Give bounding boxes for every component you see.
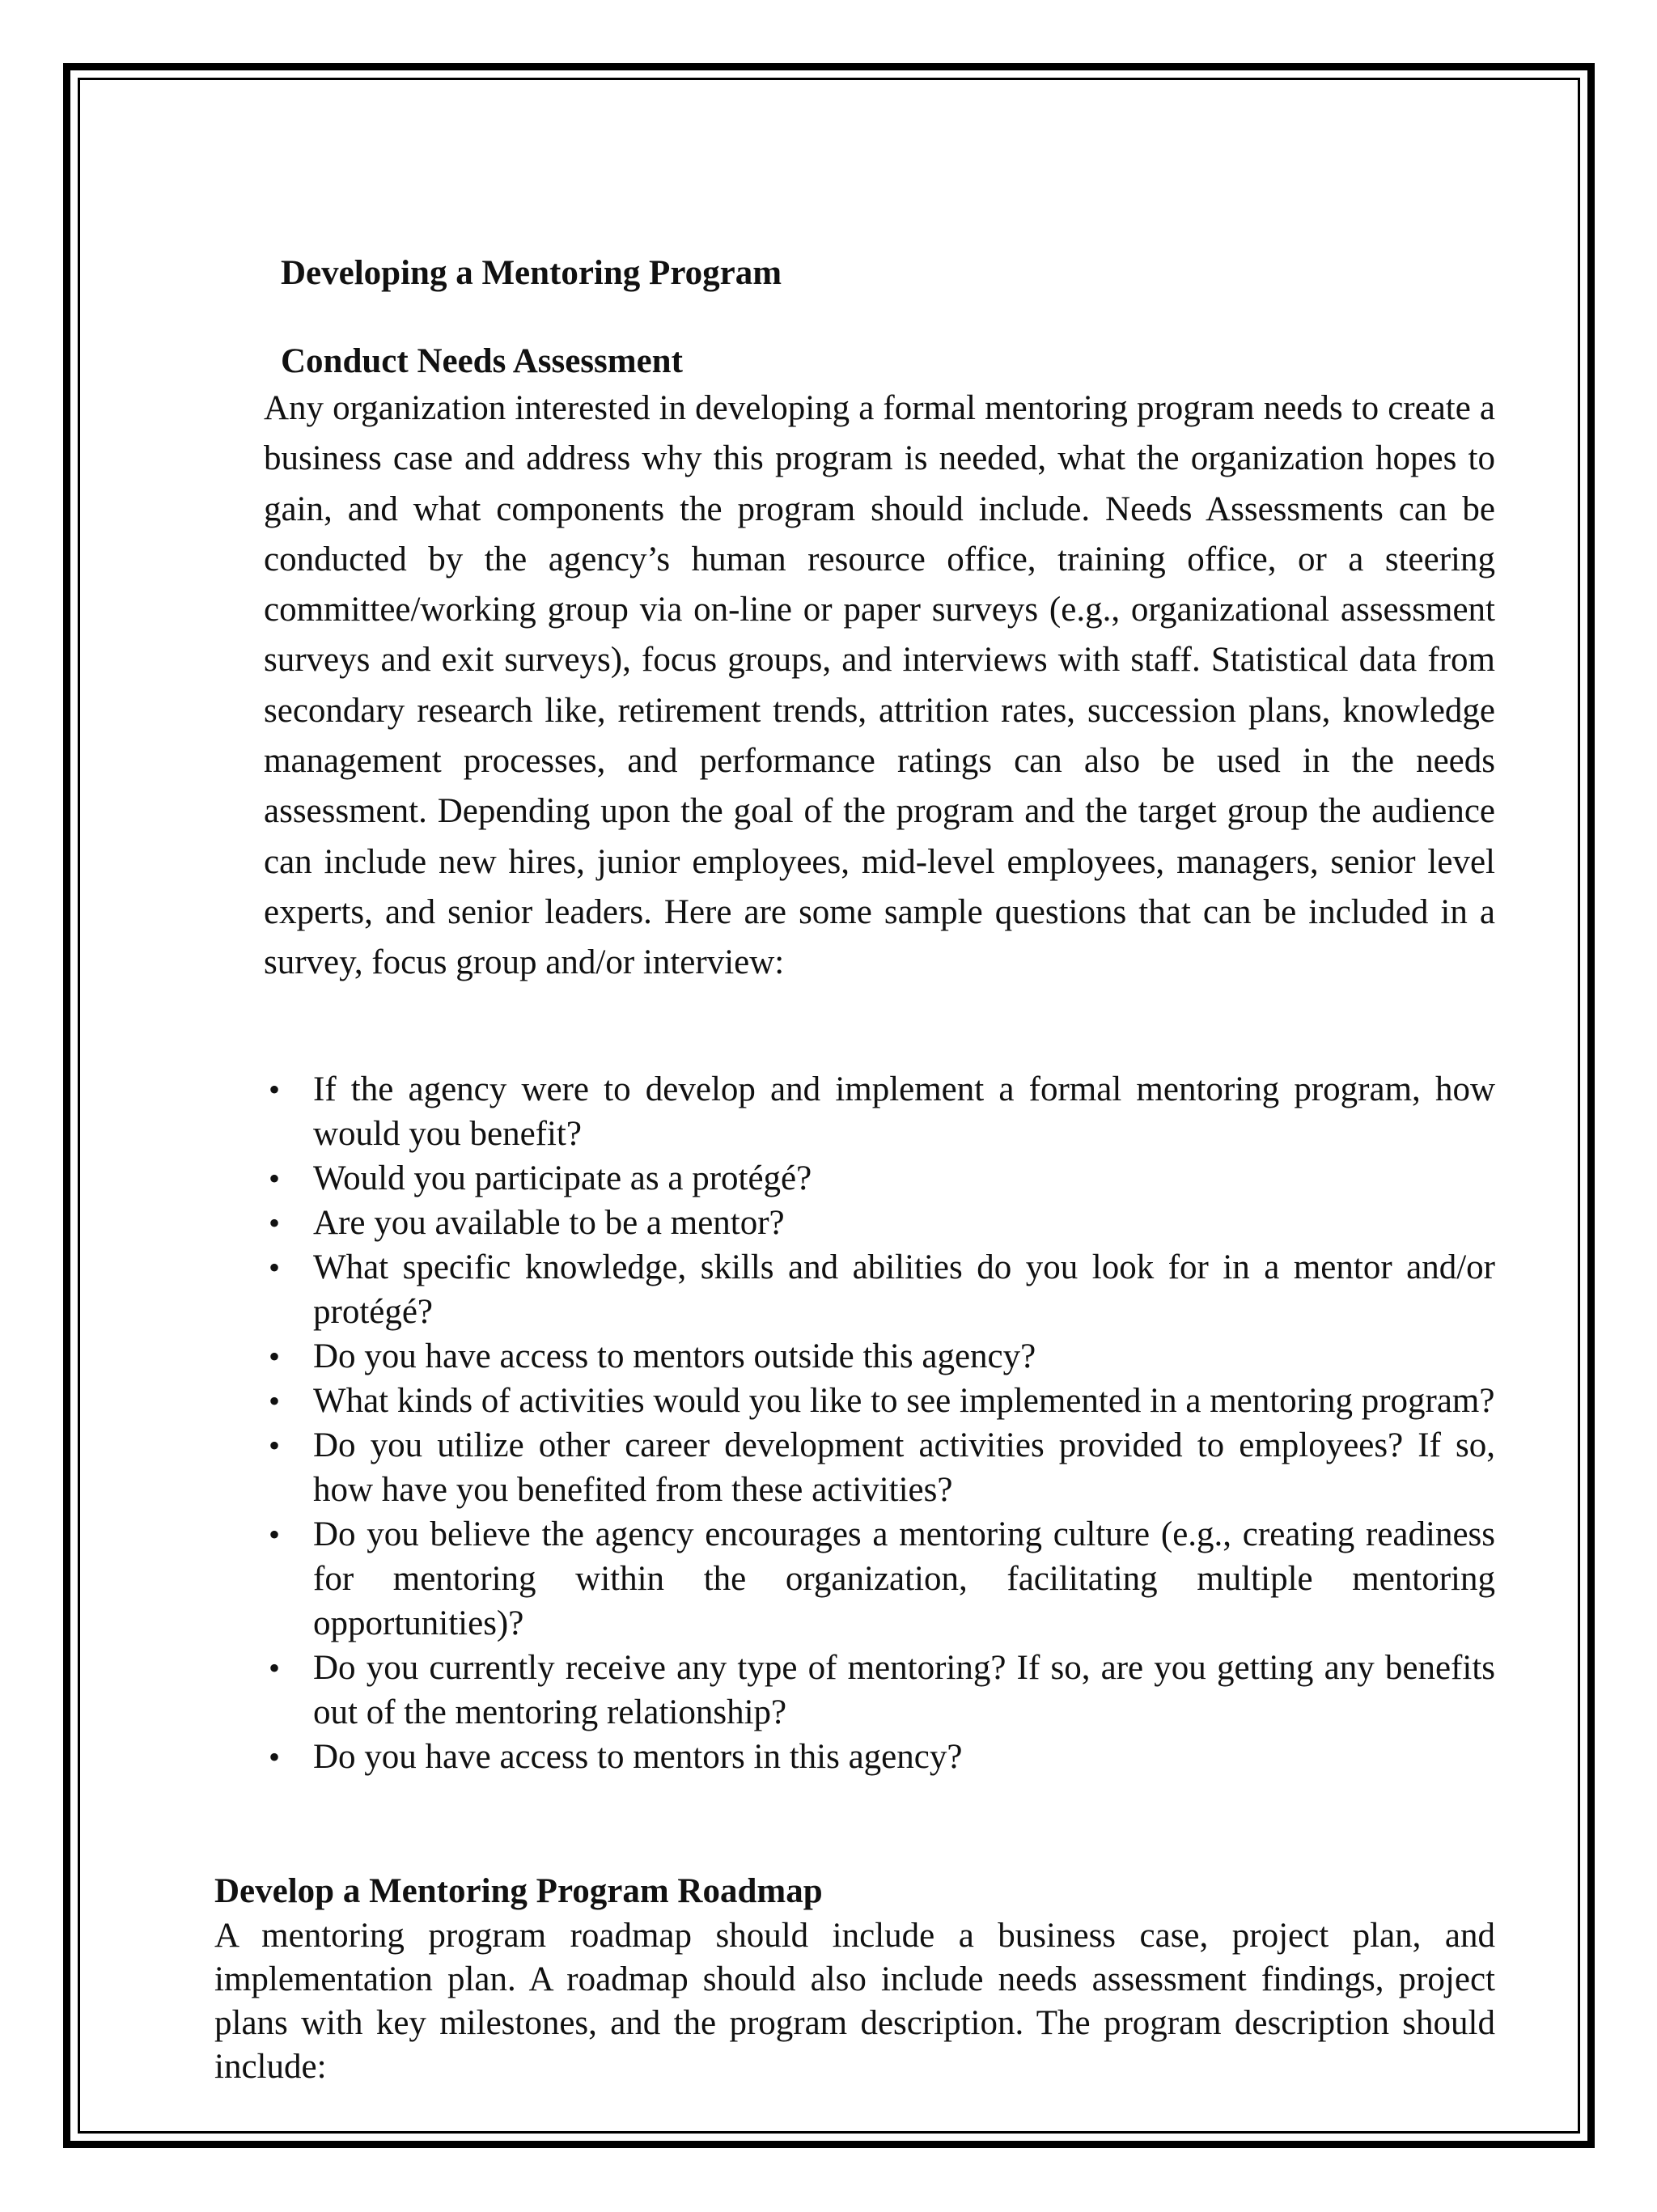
list-item-text: Do you have access to mentors outside this agency? (313, 1337, 1036, 1375)
bullet-icon: • (269, 1427, 281, 1464)
list-item-text: Do you currently receive any type of mentoring? If so, are you getting any benefits out of the mentoring relationship? (313, 1649, 1495, 1731)
list-item-text: Do you believe the agency encourages a mentoring culture (e.g., creating readiness for mentoring within the organization, facilitating multiple mentoring opportunities)? (313, 1515, 1495, 1642)
bullet-icon: • (269, 1516, 281, 1553)
list-item (264, 1646, 1495, 1735)
roadmap-paragraph: A mentoring program roadmap should include a business case, project plan, and implementation plan. A roadmap should also include needs assessment findings, project plans with key milestones, and the program description. The program description should include: (214, 1917, 1495, 2086)
bullet-icon: • (269, 1249, 281, 1286)
list-item (264, 1156, 1495, 1201)
page-title: Developing a Mentoring Program (281, 254, 782, 292)
list-item (264, 1067, 1495, 1156)
list-item-text: Do you have access to mentors in this agency? (313, 1738, 963, 1776)
list-item (264, 1512, 1495, 1646)
list-item-text: Would you participate as a protégé? (313, 1159, 812, 1197)
list-item-text: What specific knowledge, skills and abilities do you look for in a mentor and/or protégé? (313, 1248, 1495, 1331)
list-item-text: If the agency were to develop and implement a formal mentoring program, how would you benefit? (313, 1070, 1495, 1153)
list-item (264, 1201, 1495, 1245)
list-item-text: Are you available to be a mentor? (313, 1204, 785, 1242)
bullet-icon: • (269, 1383, 281, 1419)
bullet-icon: • (269, 1338, 281, 1375)
list-item (264, 1334, 1495, 1379)
list-item (264, 1379, 1495, 1423)
bullet-icon: • (269, 1160, 281, 1197)
section-heading-roadmap: Develop a Mentoring Program Roadmap (214, 1872, 823, 1910)
needs-assessment-paragraph: Any organization interested in developing a formal mentoring program needs to create a business case and address why this program is needed, what the organization hopes to gain, and what components the program should include. Needs Assessments can be conducted by the agency’s human resource office, training office, or a steering committee/working group via on-line or paper surveys (e.g., organizational assessment surveys and exit surveys), focus groups, and interviews with staff. Statistical data from secondary research like, retirement trends, attrition rates, succession plans, knowledge management processes, and performance ratings can also be used in the needs assessment. Depending upon the goal of the program and the target group the audience can include new hires, junior employees, mid-level employees, managers, senior level experts, and senior leaders. Here are some sample questions that can be included in a survey, focus group and/or interview: (264, 389, 1495, 982)
list-item (264, 1423, 1495, 1512)
bullet-icon: • (269, 1739, 281, 1775)
sample-questions-list (264, 1067, 1495, 1779)
list-item (264, 1735, 1495, 1779)
bullet-icon: • (269, 1071, 281, 1108)
list-item-text: Do you utilize other career development activities provided to employees? If so, how have you benefited from these activities? (313, 1426, 1495, 1509)
bullet-icon: • (269, 1650, 281, 1686)
section-heading-needs-assessment: Conduct Needs Assessment (281, 342, 683, 380)
list-item (264, 1245, 1495, 1334)
list-item-text: What kinds of activities would you like to see implemented in a mentoring program? (313, 1382, 1495, 1420)
bullet-icon: • (269, 1205, 281, 1241)
